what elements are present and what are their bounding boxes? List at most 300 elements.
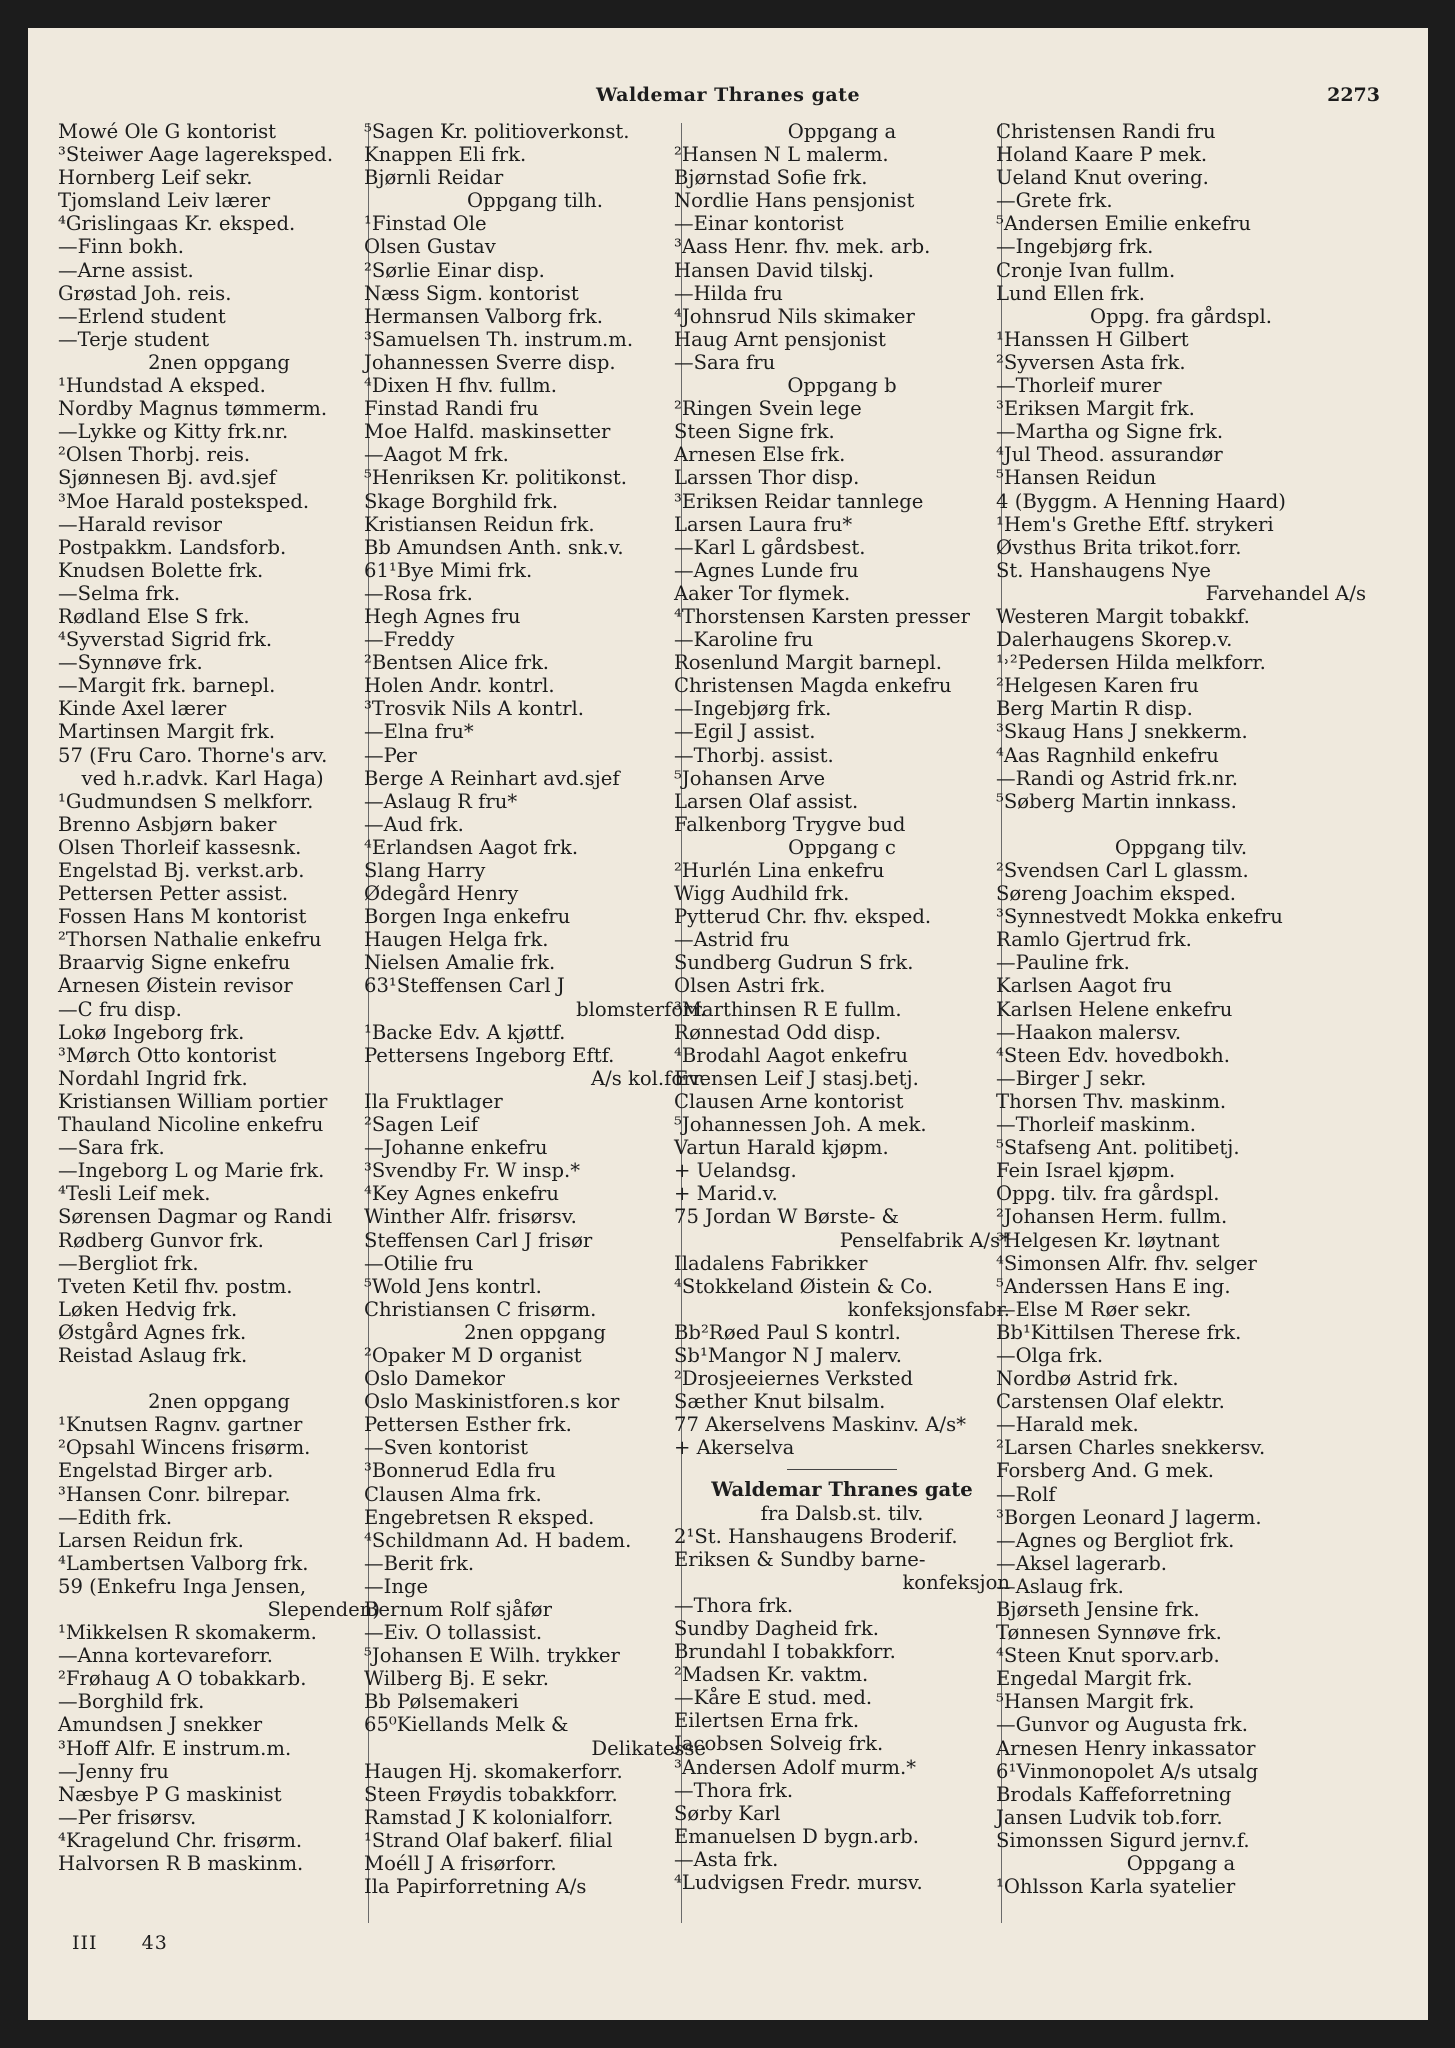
directory-entry: ¹Hundstad A eksped. (58, 374, 266, 398)
directory-page (28, 28, 1428, 2020)
directory-entry: Haugen Helga frk. (364, 928, 549, 952)
directory-entry: Steen Frøydis tobakkforr. (364, 1782, 618, 1806)
directory-entry: Vartun Harald kjøpm. (674, 1136, 889, 1160)
street-header-title: Waldemar Thranes gate (595, 84, 861, 106)
directory-entry: ⁴Syverstad Sigrid frk. (58, 628, 273, 652)
directory-entry: Sæther Knut bilsalm. (674, 1390, 886, 1414)
directory-entry: 61¹Bye Mimi frk. (364, 558, 533, 582)
directory-entry: Emanuelsen D bygn.arb. (674, 1824, 919, 1848)
directory-entry: Jansen Ludvik tob.forr. (996, 1805, 1223, 1829)
directory-entry: Thauland Nicoline enkefru (58, 1113, 324, 1137)
directory-entry: Lokø Ingeborg frk. (58, 1020, 245, 1044)
directory-entry: ³Steiwer Aage lagereksped. (58, 143, 334, 167)
page-number: 2273 (1327, 84, 1380, 106)
directory-entry: ⁴Stokkeland Øistein & Co. (674, 1274, 933, 1298)
directory-entry: Aaker Tor flymek. (674, 581, 851, 605)
directory-entry: —Kåre E stud. med. (674, 1686, 873, 1710)
directory-entry: Sb¹Mangor N J malerv. (674, 1343, 903, 1367)
directory-entry: Grøstad Joh. reis. (58, 281, 232, 305)
directory-entry: —Anna kortevareforr. (58, 1644, 273, 1668)
directory-entry: Olsen Gustav (364, 235, 496, 259)
directory-entry: ⁵Wold Jens kontrl. (364, 1274, 542, 1298)
directory-entry: + Uelandsg. (674, 1159, 797, 1183)
footer-sheet: 43 (141, 1932, 168, 1954)
directory-entry: Christensen Randi fru (996, 120, 1216, 143)
directory-entry: —Birger J sekr. (996, 1066, 1147, 1090)
directory-entry: —Harald mek. (996, 1413, 1139, 1437)
directory-entry: Knappen Eli frk. (364, 143, 527, 167)
directory-entry: —Terje student (58, 327, 210, 351)
directory-entry: Carstensen Olaf elektr. (996, 1390, 1225, 1414)
directory-entry: Hegh Agnes fru (364, 604, 521, 628)
directory-entry: Pytterud Chr. fhv. eksped. (674, 905, 932, 929)
directory-entry: —Karoline fru (674, 628, 814, 652)
directory-entry: Clausen Alma frk. (364, 1482, 542, 1506)
directory-entry: 59 (Enkefru Inga Jensen, (58, 1574, 307, 1598)
directory-entry: Iladalens Fabrikker (674, 1251, 868, 1275)
directory-entry: Skage Borghild frk. (364, 489, 559, 513)
directory-entry: Thorsen Thv. maskinm. (996, 1089, 1227, 1113)
directory-entry: Pettersens Ingeborg Eftf. (364, 1043, 615, 1067)
directory-entry: Nordlie Hans pensjonist (674, 189, 915, 213)
directory-entry: Engelstad Bj. verkst.arb. (58, 859, 305, 882)
directory-entry: ¹Ohlsson Karla syatelier (996, 1875, 1236, 1899)
directory-entry: Næss Sigm. kontorist (364, 281, 579, 305)
directory-entry: Holand Kaare P mek. (996, 143, 1208, 167)
directory-entry: Bb²Røed Paul S kontrl. (674, 1320, 901, 1344)
directory-entry: Bb Amundsen Anth. snk.v. (364, 535, 624, 559)
directory-entry: Rødland Else S frk. (58, 604, 250, 628)
directory-entry: A/s kol.forr. (590, 1066, 706, 1090)
directory-entry: —Aagot M frk. (364, 443, 509, 467)
directory-entry: blomsterforr. (576, 997, 706, 1021)
directory-entry: —Egil J assist. (674, 720, 816, 744)
directory-entry: ²Thorsen Nathalie enkefru (58, 928, 322, 952)
directory-entry: ⁴Simonsen Alfr. fhv. selger (996, 1251, 1257, 1275)
directory-entry: ²Hansen N L malerm. (674, 143, 889, 167)
directory-entry: Hornberg Leif sekr. (58, 166, 253, 190)
section-heading: Oppgang b (787, 374, 897, 398)
directory-entry: —Aksel lagerarb. (996, 1551, 1168, 1575)
directory-entry: ⁴Ludvigsen Fredr. mursv. (674, 1871, 923, 1895)
directory-entry: Kristiansen William portier (58, 1089, 328, 1113)
directory-entry: ⁵Hansen Margit frk. (996, 1690, 1195, 1714)
directory-entry: ²Johansen Herm. fullm. (996, 1205, 1228, 1229)
directory-entry: Engebretsen R eksped. (364, 1505, 595, 1529)
directory-entry: ²Larsen Charles snekkersv. (996, 1436, 1266, 1460)
directory-entry: Postpakkm. Landsforb. (58, 535, 287, 559)
directory-entry: —Rolf (996, 1482, 1056, 1506)
directory-entry: Pettersen Petter assist. (58, 882, 289, 906)
directory-entry: Ramstad J K kolonialforr. (364, 1805, 614, 1829)
directory-entry: Tjomsland Leiv lærer (58, 189, 271, 213)
directory-entry: Sørby Karl (674, 1801, 781, 1825)
directory-entry: Bb¹Kittilsen Therese frk. (996, 1320, 1242, 1344)
directory-entry: Knudsen Bolette frk. (58, 558, 264, 582)
section-heading: 2nen oppgang (464, 1320, 606, 1344)
directory-entry: ⁴Jul Theod. assurandør (996, 443, 1223, 467)
directory-entry: 63¹Steffensen Carl J (364, 974, 565, 998)
directory-entry: ³Hansen Conr. bilrepar. (58, 1482, 291, 1506)
directory-entry: Sjønnesen Bj. avd.sjef (58, 466, 277, 490)
directory-entry: Johannessen Sverre disp. (364, 350, 616, 374)
directory-entry: Kinde Axel lærer (58, 697, 227, 721)
directory-entry: —Sara fru (674, 350, 776, 374)
directory-entry: Slang Harry (364, 859, 486, 882)
section-separator (787, 1469, 897, 1470)
directory-entry: —Karl L gårdsbest. (674, 535, 866, 559)
directory-entry: Kristiansen Reidun frk. (364, 512, 595, 536)
directory-entry: Øvsthus Brita trikot.forr. (996, 535, 1242, 559)
directory-entry: ⁴Aas Ragnhild enkefru (996, 743, 1219, 767)
directory-entry: 65⁰Kiellands Melk & (364, 1713, 569, 1737)
directory-entry: ³Marthinsen R E fullm. (674, 997, 902, 1021)
directory-entry: Farvehandel A/s (1205, 581, 1366, 605)
directory-entry: Hansen David tilskj. (674, 258, 875, 282)
section-heading: Oppgang a (1126, 1852, 1236, 1876)
directory-entry: ²Opsahl Wincens frisørm. (58, 1436, 311, 1460)
directory-entry: Oslo Damekor (364, 1367, 506, 1391)
column-3 (674, 120, 1010, 1894)
directory-entry: Penselfabrik A/s* (839, 1228, 1010, 1252)
directory-entry: —Harald revisor (58, 512, 222, 536)
directory-entry: Arnesen Henry inkassator (996, 1736, 1256, 1760)
directory-entry: —Ingeborg L og Marie frk. (58, 1159, 325, 1183)
directory-entry: Oslo Maskinistforen.s kor (364, 1390, 620, 1414)
directory-entry: Pettersen Esther frk. (364, 1413, 572, 1437)
directory-entry: 57 (Fru Caro. Thorne's arv. (58, 743, 328, 767)
directory-entry: —Haakon malersv. (996, 1020, 1182, 1044)
directory-entry: Engedal Margit frk. (996, 1667, 1193, 1691)
section-heading: Oppgang c (788, 835, 896, 859)
directory-entry: Delikatesse (591, 1736, 706, 1760)
directory-entry: —Sven kontorist (364, 1436, 529, 1460)
directory-entry: Arnesen Øistein revisor (58, 974, 293, 998)
directory-entry: ²Svendsen Carl L glassm. (996, 859, 1249, 882)
directory-entry: ³Samuelsen Th. instrum.m. (364, 327, 634, 351)
directory-entry: ⁵Anderssen Hans E ing. (996, 1274, 1231, 1298)
directory-entry: Haug Arnt pensjonist (674, 327, 886, 351)
directory-entry: Winther Alfr. frisørsv. (364, 1205, 577, 1229)
directory-entry: —Per (364, 743, 417, 767)
directory-entry: Næsbye P G maskinist (58, 1782, 282, 1806)
directory-entry: —Pauline frk. (996, 951, 1130, 975)
directory-entry: —Otilie fru (364, 1251, 474, 1275)
directory-entry: —Eiv. O tollassist. (364, 1621, 543, 1645)
directory-entry: 2¹St. Hanshaugens Broderif. (674, 1524, 958, 1548)
directory-entry: ³Helgesen Kr. løytnant (996, 1228, 1220, 1252)
directory-entry: Karlsen Aagot fru (996, 974, 1172, 998)
directory-entry: 77 Akerselvens Maskinv. A/s* (674, 1413, 966, 1437)
directory-entry: Olsen Astri frk. (674, 974, 826, 998)
directory-entry: Eilertsen Erna frk. (674, 1709, 860, 1733)
directory-entry: Reistad Aslaug frk. (58, 1343, 248, 1367)
directory-entry: —Olga frk. (996, 1343, 1104, 1367)
directory-entry: —Grete frk. (996, 189, 1113, 213)
directory-entry: —Aslaug frk. (996, 1574, 1124, 1598)
directory-entry: —Ingebjørg frk. (674, 697, 832, 721)
directory-entry: ⁴Steen Knut sporv.arb. (996, 1644, 1220, 1668)
directory-entry: ⁵Henriksen Kr. politikonst. (364, 466, 627, 490)
directory-entry: ³Hoff Alfr. E instrum.m. (58, 1736, 292, 1760)
directory-entry: Ødegård Henry (364, 882, 519, 906)
directory-entry: Wilberg Bj. E sekr. (364, 1667, 550, 1691)
directory-entry: Brodals Kaffeforretning (996, 1782, 1232, 1806)
directory-entry: ¹Knutsen Ragnv. gartner (58, 1413, 303, 1437)
directory-entry: ⁵Stafseng Ant. politibetj. (996, 1136, 1240, 1160)
directory-entry: ²Hurlén Lina enkefru (674, 859, 885, 882)
directory-entry: Bjørnstad Sofie frk. (674, 166, 868, 190)
directory-entry: Brundahl I tobakkforr. (674, 1640, 896, 1664)
directory-entry: Mowé Ole G kontorist (58, 120, 277, 143)
directory-entry: Larsen Laura fru* (674, 512, 853, 536)
directory-entry: ²Ringen Svein lege (674, 397, 862, 421)
directory-entry: —Martha og Signe frk. (996, 420, 1224, 444)
section-heading: fra Dalsb.st. tilv. (760, 1501, 924, 1525)
directory-entry: Haugen Hj. skomakerforr. (364, 1759, 623, 1783)
directory-entry: —Thorbj. assist. (674, 743, 834, 767)
directory-entry: ⁴Kragelund Chr. frisørm. (58, 1828, 303, 1852)
directory-entry: Jacobsen Solveig frk. (674, 1732, 884, 1756)
directory-entry: Ila Papirforretning A/s (364, 1875, 587, 1899)
directory-entry: ⁴Schildmann Ad. H badem. (364, 1528, 632, 1552)
directory-entry: + Akerselva (674, 1436, 795, 1460)
directory-entry: Westeren Margit tobakkf. (996, 604, 1250, 628)
directory-entry: Steffensen Carl J frisør (364, 1228, 593, 1252)
directory-entry: —Freddy (364, 628, 455, 652)
directory-entry: Amundsen J snekker (58, 1713, 263, 1737)
directory-entry: Simonssen Sigurd jernv.f. (996, 1828, 1250, 1852)
directory-entry: Nielsen Amalie frk. (364, 951, 556, 975)
directory-entry: Brenno Asbjørn baker (58, 812, 277, 836)
directory-entry: Berg Martin R disp. (996, 697, 1193, 721)
directory-entry: Falkenborg Trygve bud (674, 812, 906, 836)
directory-entry: Engelstad Birger arb. (58, 1459, 274, 1483)
directory-entry: —Erlend student (58, 304, 226, 328)
directory-entry: Cronje Ivan fullm. (996, 258, 1176, 282)
directory-entry: —Elna fru* (364, 720, 474, 744)
directory-entry: Sørensen Dagmar og Randi (58, 1205, 332, 1229)
directory-entry: Rosenlund Margit barnepl. (674, 651, 942, 675)
directory-entry: Rødberg Gunvor frk. (58, 1228, 264, 1252)
directory-entry: ⁴Brodahl Aagot enkefru (674, 1043, 908, 1067)
directory-entry: + Marid.v. (674, 1182, 778, 1206)
directory-entry: ³Moe Harald posteksped. (58, 489, 310, 513)
directory-entry: Larsen Reidun frk. (58, 1528, 244, 1552)
directory-entry: ²Olsen Thorbj. reis. (58, 443, 251, 467)
directory-entry: —Borghild frk. (58, 1690, 205, 1714)
directory-entry: Bjørnli Reidar (364, 166, 504, 190)
directory-entry: ⁴Dixen H fhv. fullm. (364, 374, 557, 398)
directory-entry: ¹Hanssen H Gilbert (996, 327, 1189, 351)
directory-entry: —Johanne enkefru (364, 1136, 548, 1160)
directory-entry: konfeksjon (902, 1570, 1010, 1594)
directory-entry: ²Bentsen Alice frk. (364, 651, 550, 675)
directory-entry: Moe Halfd. maskinsetter (364, 420, 611, 444)
directory-entry: Søreng Joachim eksped. (996, 882, 1237, 906)
section-heading: Oppgang a (787, 120, 897, 143)
directory-entry: —Astrid fru (674, 928, 790, 952)
directory-entry: —Aslaug R fru* (364, 789, 518, 813)
directory-entry: St. Hanshaugens Nye (996, 558, 1211, 582)
directory-entry: Oppg. tilv. fra gårdspl. (996, 1182, 1220, 1206)
directory-entry: Tønnesen Synnøve frk. (996, 1621, 1222, 1645)
directory-entry: —Agnes Lunde fru (674, 558, 859, 582)
section-heading: Oppgang tilv. (1114, 835, 1248, 859)
directory-entry: Østgård Agnes frk. (58, 1320, 247, 1344)
directory-entry: ⁵Johansen E Wilh. trykker (364, 1644, 620, 1668)
directory-entry: —Thora frk. (674, 1593, 794, 1617)
directory-entry: ⁴Tesli Leif mek. (58, 1182, 211, 1206)
directory-entry: Sundberg Gudrun S frk. (674, 951, 914, 975)
directory-entry: —Agnes og Bergliot frk. (996, 1528, 1235, 1552)
directory-entry: Bjørseth Jensine frk. (996, 1598, 1200, 1621)
directory-entry: ³Trosvik Nils A kontrl. (364, 697, 584, 721)
footer-volume: III (72, 1932, 98, 1954)
page-footer (72, 1932, 168, 1954)
directory-entry: ¹Hem's Grethe Eftf. strykeri (996, 512, 1274, 536)
directory-entry: ³Skaug Hans J snekkerm. (996, 720, 1248, 744)
directory-entry: Larssen Thor disp. (674, 466, 860, 490)
directory-entry: Bb Pølsemakeri (364, 1690, 519, 1714)
directory-entry: —Hilda fru (674, 281, 783, 305)
directory-entry: ¹Strand Olaf bakerf. filial (364, 1828, 613, 1852)
directory-entry: ¹˒²Pedersen Hilda melkforr. (996, 651, 1266, 675)
directory-entry: ²Frøhaug A O tobakkarb. (58, 1667, 307, 1691)
directory-entry: ¹Backe Edv. A kjøttf. (364, 1020, 566, 1044)
directory-entry: ³Aass Henr. fhv. mek. arb. (674, 235, 931, 259)
directory-entry: ³Borgen Leonard J lagerm. (996, 1505, 1262, 1529)
section-heading: Oppg. fra gårdspl. (1090, 304, 1272, 328)
directory-entry: ⁴Johnsrud Nils skimaker (674, 304, 915, 328)
directory-entry: konfeksjonsfabr. (847, 1297, 1010, 1321)
directory-entry: Nordahl Ingrid frk. (58, 1066, 248, 1090)
section-heading: Waldemar Thranes gate (711, 1478, 973, 1502)
directory-entry: Larsen Olaf assist. (674, 789, 859, 813)
directory-entry: —Thorleif maskinm. (996, 1113, 1196, 1137)
directory-entry: Tveten Ketil fhv. postm. (58, 1274, 293, 1298)
directory-entry: —Edith frk. (58, 1505, 173, 1529)
directory-entry: ²Sørlie Einar disp. (364, 258, 545, 282)
directory-entry: —Thorleif murer (996, 374, 1162, 398)
directory-entry: Berge A Reinhart avd.sjef (364, 766, 620, 790)
directory-entry: Steen Signe frk. (674, 420, 835, 444)
directory-entry: —Rosa frk. (364, 581, 473, 605)
column-4 (996, 120, 1366, 1898)
directory-entry: Ila Fruktlager (364, 1089, 503, 1113)
directory-entry: ²Opaker M D organist (364, 1343, 582, 1367)
directory-entry: Eriksen & Sundby barne- (674, 1547, 926, 1571)
directory-entry: —C fru disp. (58, 997, 182, 1021)
directory-entry: ¹Mikkelsen R skomakerm. (58, 1621, 317, 1645)
directory-entry: Hermansen Valborg frk. (364, 304, 603, 328)
directory-entry: Rønnestad Odd disp. (674, 1020, 882, 1044)
directory-entry: Evensen Leif J stasj.betj. (674, 1066, 919, 1090)
directory-entry: Christensen Magda enkefru (674, 674, 952, 698)
directory-entry: ⁵Sagen Kr. politioverkonst. (364, 120, 630, 143)
directory-entry: ²Madsen Kr. vaktm. (674, 1663, 869, 1687)
directory-entry: Løken Hedvig frk. (58, 1297, 238, 1321)
directory-entry: —Selma frk. (58, 581, 181, 605)
directory-entry: ³Svendby Fr. W insp.* (364, 1159, 581, 1183)
column-1 (58, 120, 380, 1875)
directory-entry: —Synnøve frk. (58, 651, 203, 675)
directory-entry: ³Andersen Adolf murm.* (674, 1755, 917, 1779)
directory-entry: ⁵Hansen Reidun (996, 466, 1157, 490)
directory-entry: ²Syversen Asta frk. (996, 350, 1186, 374)
directory-entry: ²Helgesen Karen fru (996, 674, 1199, 698)
directory-entry: —Else M Røer sekr. (996, 1297, 1192, 1321)
directory-entry: —Asta frk. (674, 1847, 779, 1871)
directory-entry: 6¹Vinmonopolet A/s utsalg (996, 1759, 1259, 1783)
directory-entry: Nordby Magnus tømmerm. (58, 397, 328, 421)
directory-entry: Wigg Audhild frk. (674, 882, 850, 906)
directory-entry: ⁵Andersen Emilie enkefru (996, 212, 1252, 236)
directory-entry: Halvorsen R B maskinm. (58, 1852, 304, 1876)
directory-entry: Olsen Thorleif kassesnk. (58, 835, 302, 859)
directory-entry: Fossen Hans M kontorist (58, 905, 307, 929)
directory-entry: ⁴Key Agnes enkefru (364, 1182, 559, 1206)
directory-entry: ⁴Steen Edv. hovedbokh. (996, 1043, 1230, 1067)
directory-entry: —Berit frk. (364, 1551, 475, 1575)
directory-entry: ⁵Johannessen Joh. A mek. (674, 1113, 927, 1137)
directory-entry: ⁴Lambertsen Valborg frk. (58, 1551, 309, 1575)
directory-entry: 75 Jordan W Børste- & (674, 1205, 899, 1229)
directory-entry: ved h.r.advk. Karl Haga) (81, 766, 324, 790)
directory-entry: Finstad Randi fru (364, 397, 539, 421)
directory-entry: Lund Ellen frk. (996, 281, 1146, 305)
directory-entry: ⁴Thorstensen Karsten presser (674, 604, 970, 628)
directory-entry: ⁵Johansen Arve (674, 766, 826, 790)
directory-entry: ⁴Grislingaas Kr. eksped. (58, 212, 296, 236)
directory-entry: ³Eriksen Margit frk. (996, 397, 1195, 421)
directory-entry: —Lykke og Kitty frk.nr. (58, 420, 289, 444)
directory-entry: ⁴Erlandsen Aagot frk. (364, 835, 579, 859)
directory-entry: —Margit frk. barnepl. (58, 674, 276, 698)
directory-entry: ³Bonnerud Edla fru (364, 1459, 556, 1483)
directory-entry: ²Sagen Leif (364, 1113, 479, 1137)
directory-entry: Dalerhaugens Skorep.v. (996, 628, 1233, 652)
section-heading: 2nen oppgang (148, 350, 290, 374)
directory-entry: —Einar kontorist (674, 212, 844, 236)
directory-entry: —Aud frk. (364, 812, 464, 836)
directory-entry: ³Eriksen Reidar tannlege (674, 489, 924, 513)
directory-entry: ⁵Søberg Martin innkass. (996, 789, 1237, 813)
directory-entry: —Thora frk. (674, 1778, 794, 1802)
directory-entry (996, 813, 1366, 836)
directory-entry: —Bergliot frk. (58, 1251, 199, 1275)
directory-entry: ¹Gudmundsen S melkforr. (58, 789, 314, 813)
directory-entry: Martinsen Margit frk. (58, 720, 276, 744)
directory-entry: ¹Finstad Ole (364, 212, 487, 236)
directory-entry: —Finn bokh. (58, 235, 184, 259)
directory-entry: ²Drosjeeiernes Verksted (674, 1367, 914, 1391)
directory-entry: —Ingebjørg frk. (996, 235, 1154, 259)
directory-entry: Moéll J A frisørforr. (364, 1852, 557, 1876)
directory-entry: Clausen Arne kontorist (674, 1089, 904, 1113)
directory-entry: Ueland Knut overing. (996, 166, 1209, 190)
section-heading: Oppgang tilh. (466, 189, 604, 213)
directory-entry: 4 (Byggm. A Henning Haard) (996, 489, 1286, 513)
directory-entry: ³Synnestvedt Mokka enkefru (996, 905, 1283, 929)
directory-entry: —Inge (364, 1574, 429, 1598)
directory-entry: Christiansen C frisørm. (364, 1297, 597, 1321)
directory-entry: —Per frisørsv. (58, 1805, 197, 1829)
section-heading: 2nen oppgang (148, 1390, 290, 1414)
directory-entry: Nordbø Astrid frk. (996, 1367, 1179, 1391)
directory-entry: Holen Andr. kontrl. (364, 674, 555, 698)
directory-entry: ³Mørch Otto kontorist (58, 1043, 277, 1067)
